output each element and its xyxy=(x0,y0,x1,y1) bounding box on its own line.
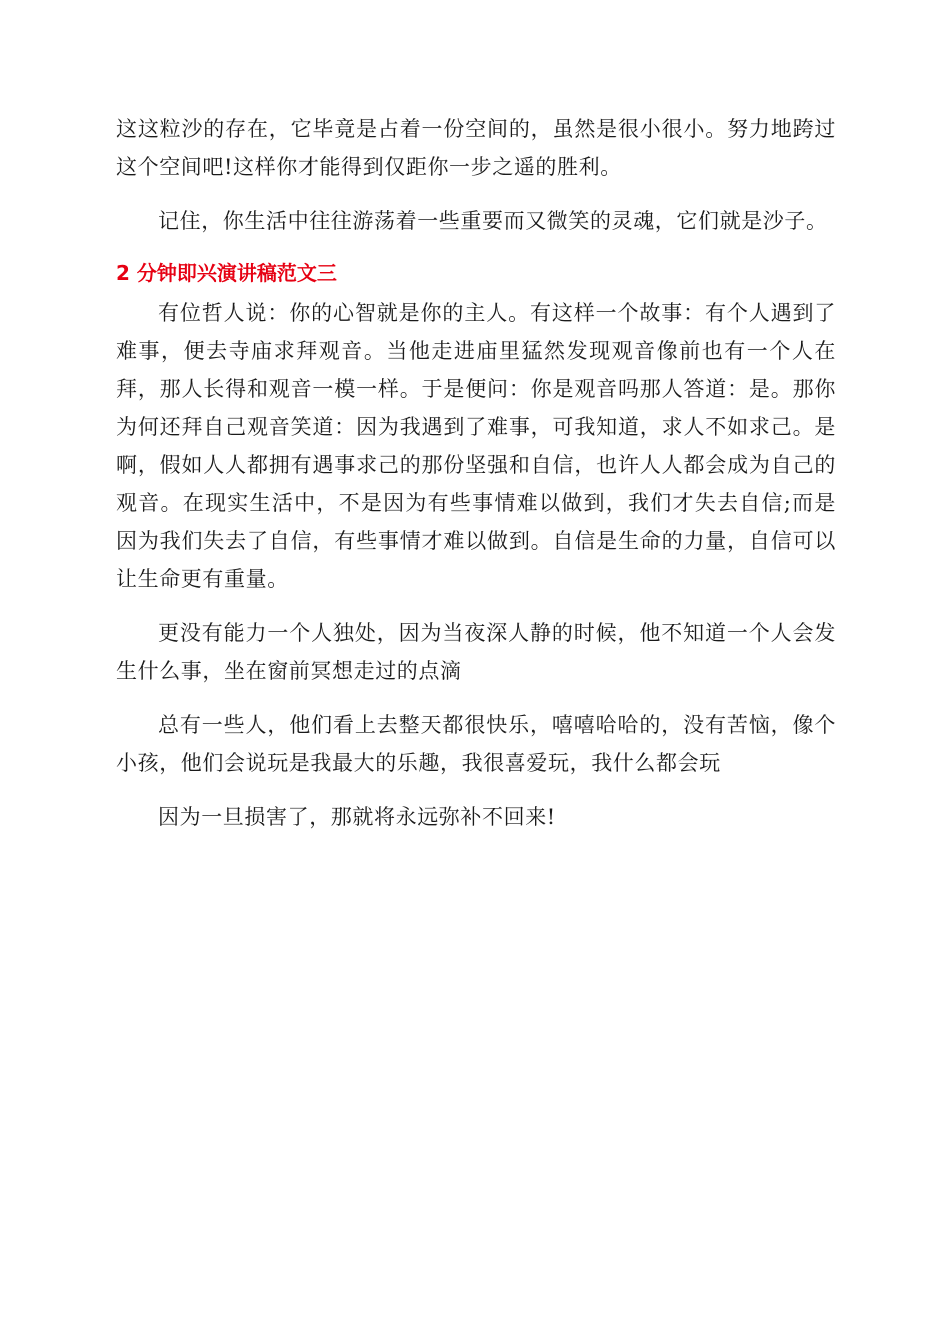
section-heading: 2 分钟即兴演讲稿范文三 xyxy=(116,261,337,285)
paragraph-happy-people: 总有一些人，他们看上去整天都很快乐，嘻嘻哈哈的，没有苦恼，像个小孩，他们会说玩是我最大的乐趣，我很喜爱玩，我什么都会玩 xyxy=(116,713,836,775)
paragraph-remember: 记住，你生活中往往游荡着一些重要而又微笑的灵魂，它们就是沙子。 xyxy=(158,209,828,233)
paragraph-continuation: 这这粒沙的存在，它毕竟是占着一份空间的，虽然是很小很小。努力地跨过这个空间吧!这样你才能得到仅距你一步之遥的胜利。 xyxy=(116,117,836,179)
document-body xyxy=(116,110,836,852)
paragraph-philosopher: 有位哲人说：你的心智就是你的主人。有这样一个故事：有个人遇到了难事，便去寺庙求拜观音。当他走进庙里猛然发现观音像前也有一个人在拜，那人长得和观音一模一样。于是便问：你是观音吗那人答道：是。那你为何还拜自己观音笑道：因为我遇到了难事，可我知道，求人不如求己。是啊，假如人人都拥有遇事求己的那份坚强和自信，也许人人都会成为自己的观音。在现实生活中，不是因为有些事情难以做到，我们才失去自信;而是因为我们失去了自信，有些事情才难以做到。自信是生命的力量，自信可以让生命更有重量。 xyxy=(116,301,836,591)
paragraph-damage: 因为一旦损害了，那就将永远弥补不回来! xyxy=(158,805,556,829)
paragraph-alone: 更没有能力一个人独处，因为当夜深人静的时候，他不知道一个人会发生什么事，坐在窗前冥想走过的点滴 xyxy=(116,621,836,683)
